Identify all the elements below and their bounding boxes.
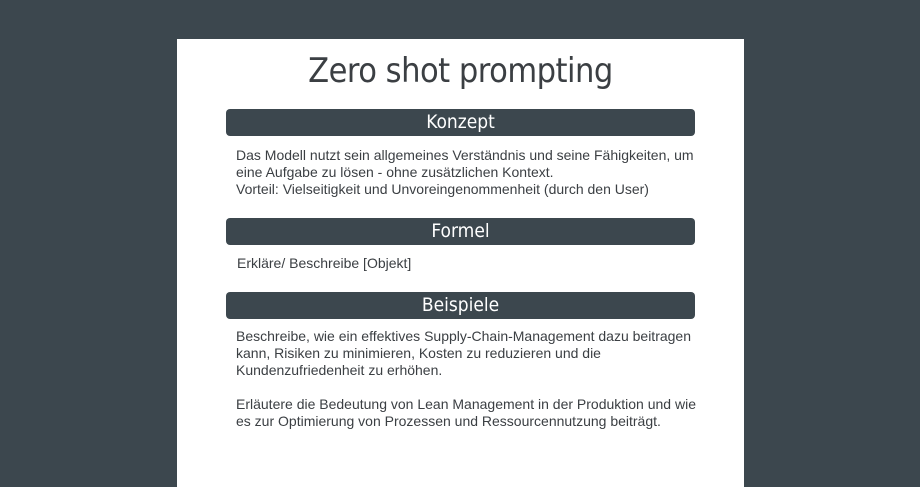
example-1-line: Beschreibe, wie ein effektives Supply-Chain-Management dazu beitragen <box>236 328 692 344</box>
formel-text <box>237 255 692 272</box>
section-header-konzept: Konzept <box>226 109 695 136</box>
konzept-line: Vorteil: Vielseitigkeit und Unvoreingenommenheit (durch den User) <box>236 181 649 197</box>
paragraph-gap <box>236 379 691 396</box>
konzept-line: eine Aufgabe zu lösen - ohne zusätzlichen Kontext. <box>236 164 554 180</box>
beispiele-text <box>236 328 696 430</box>
konzept-line: Das Modell nutzt sein allgemeines Verständnis und seine Fähigkeiten, um <box>236 147 694 163</box>
example-1-line: Kundenzufriedenheit zu erhöhen. <box>236 362 443 378</box>
document-page <box>177 39 744 487</box>
page-title: Zero shot prompting <box>308 51 613 91</box>
section-header-beispiele: Beispiele <box>226 292 695 319</box>
example-1-line: kann, Risiken zu minimieren, Kosten zu reduzieren und die <box>236 345 601 361</box>
section-header-formel: Formel <box>226 218 695 245</box>
example-2-line: es zur Optimierung von Prozessen und Ressourcennutzung beiträgt. <box>236 413 661 429</box>
konzept-text <box>236 147 694 198</box>
formel-line: Erkläre/ Beschreibe [Objekt] <box>237 255 412 271</box>
example-2-line: Erläutere die Bedeutung von Lean Management in der Produktion und wie <box>236 396 696 412</box>
